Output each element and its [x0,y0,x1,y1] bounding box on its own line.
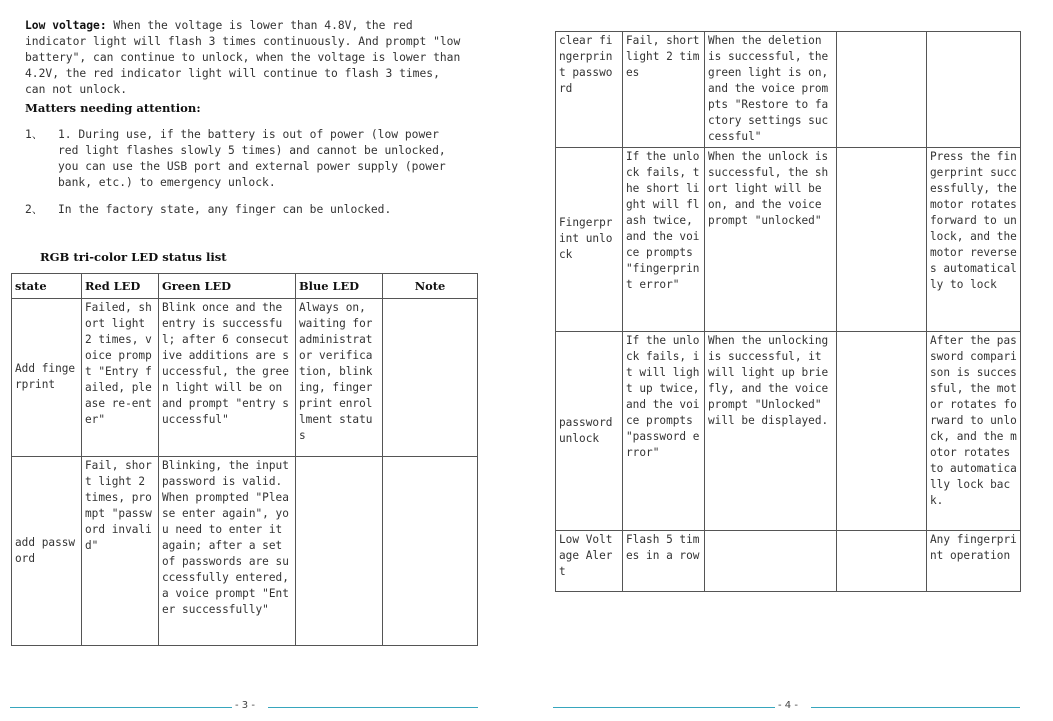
cell-red-led: Fail, short light 2 times, prompt "password invalid" [82,457,159,646]
cell-blue-led [837,332,927,531]
cell-red-led: If the unlock fails, it will light up twice, and the voice prompts "password error" [623,332,705,531]
table-row [12,457,478,646]
cell-blue-led [837,531,927,592]
header-green-led: Green LED [159,274,296,299]
cell-note: Any fingerprint operation [927,531,1021,592]
page-number-4: - 4 - [778,700,798,711]
cell-state: Add fingerprint [12,299,82,457]
cell-state: clear fingerprint password [556,32,623,148]
cell-blue-led [837,32,927,148]
attention-title: Matters needing attention: [25,101,201,115]
right-page [535,0,1053,721]
table-row [556,148,1021,332]
cell-note [927,32,1021,148]
footer-line-right-b [811,707,1020,708]
cell-state: Low Voltage Alert [556,531,623,592]
low-voltage-text: When the voltage is lower than 4.8V, the red indicator light will flash 3 times continuously. And prompt "low battery", can continue to unlock, when the voltage is lower than 4.2V, the red indicator light will continue to flash 3 times, can not unlock. [25,19,461,96]
cell-green-led: When the unlock is successful, the short light will be on, and the voice prompt "unlocked" [705,148,837,332]
cell-blue-led [837,148,927,332]
cell-blue-led: Always on, waiting for administrator verification, blinking, fingerprint enrollment status [296,299,383,457]
cell-note [383,299,478,457]
table-header-row [12,274,478,299]
cell-state: password unlock [556,332,623,531]
cell-note [383,457,478,646]
footer-line-left-a [10,707,232,708]
left-page [0,0,520,721]
table-row [556,32,1021,148]
cell-red-led: If the unlock fails, the short light will flash twice, and the voice prompts "fingerprint error" [623,148,705,332]
header-red-led: Red LED [82,274,159,299]
cell-state: Fingerprint unlock [556,148,623,332]
low-voltage-paragraph [25,18,465,98]
cell-note: After the password comparison is successful, the motor rotates forward to unlock, and the motor rotates to automatically lock back. [927,332,1021,531]
cell-red-led: Flash 5 times in a row [623,531,705,592]
led-table-title: RGB tri-color LED status list [40,250,227,264]
cell-red-led: Failed, short light 2 times, voice prompt "Entry failed, please re-enter" [82,299,159,457]
page-number-3: - 3 - [235,700,255,711]
item-2-number: 2、 [25,203,44,216]
led-status-table-right [555,31,1021,592]
item-1-number: 1、 [25,128,44,141]
cell-green-led: When the deletion is successful, the green light is on, and the voice prompts "Restore to factory settings successful" [705,32,837,148]
cell-green-led [705,531,837,592]
header-blue-led: Blue LED [296,274,383,299]
table-row [556,531,1021,592]
cell-red-led: Fail, short light 2 times [623,32,705,148]
footer-line-left-b [268,707,478,708]
item-1-text: 1. During use, if the battery is out of power (low power red light flashes slowly 5 times) and cannot be unlocked, you can use the USB port and external power supply (power bank, etc.) to emergency unlock. [58,128,446,189]
led-status-table-left [11,273,478,646]
footer-line-right-a [553,707,775,708]
header-state: state [12,274,82,299]
cell-note: Press the fingerprint successfully, the motor rotates forward to unlock, and the motor reverses automatically to lock [927,148,1021,332]
cell-blue-led [296,457,383,646]
item-2-text: In the factory state, any finger can be unlocked. [58,203,392,216]
cell-green-led: When the unlocking is successful, it will light up briefly, and the voice prompt "Unlocked" will be displayed. [705,332,837,531]
header-note: Note [383,274,478,299]
low-voltage-label: Low voltage: [25,19,107,32]
table-row [556,332,1021,531]
cell-state: add password [12,457,82,646]
cell-green-led: Blink once and the entry is successful; after 6 consecutive additions are successful, the green light will be on and prompt "entry successful" [159,299,296,457]
cell-green-led: Blinking, the input password is valid. When prompted "Please enter again", you need to enter it again; after a set of passwords are successfully entered, a voice prompt "Enter successfully" [159,457,296,646]
table-row [12,299,478,457]
